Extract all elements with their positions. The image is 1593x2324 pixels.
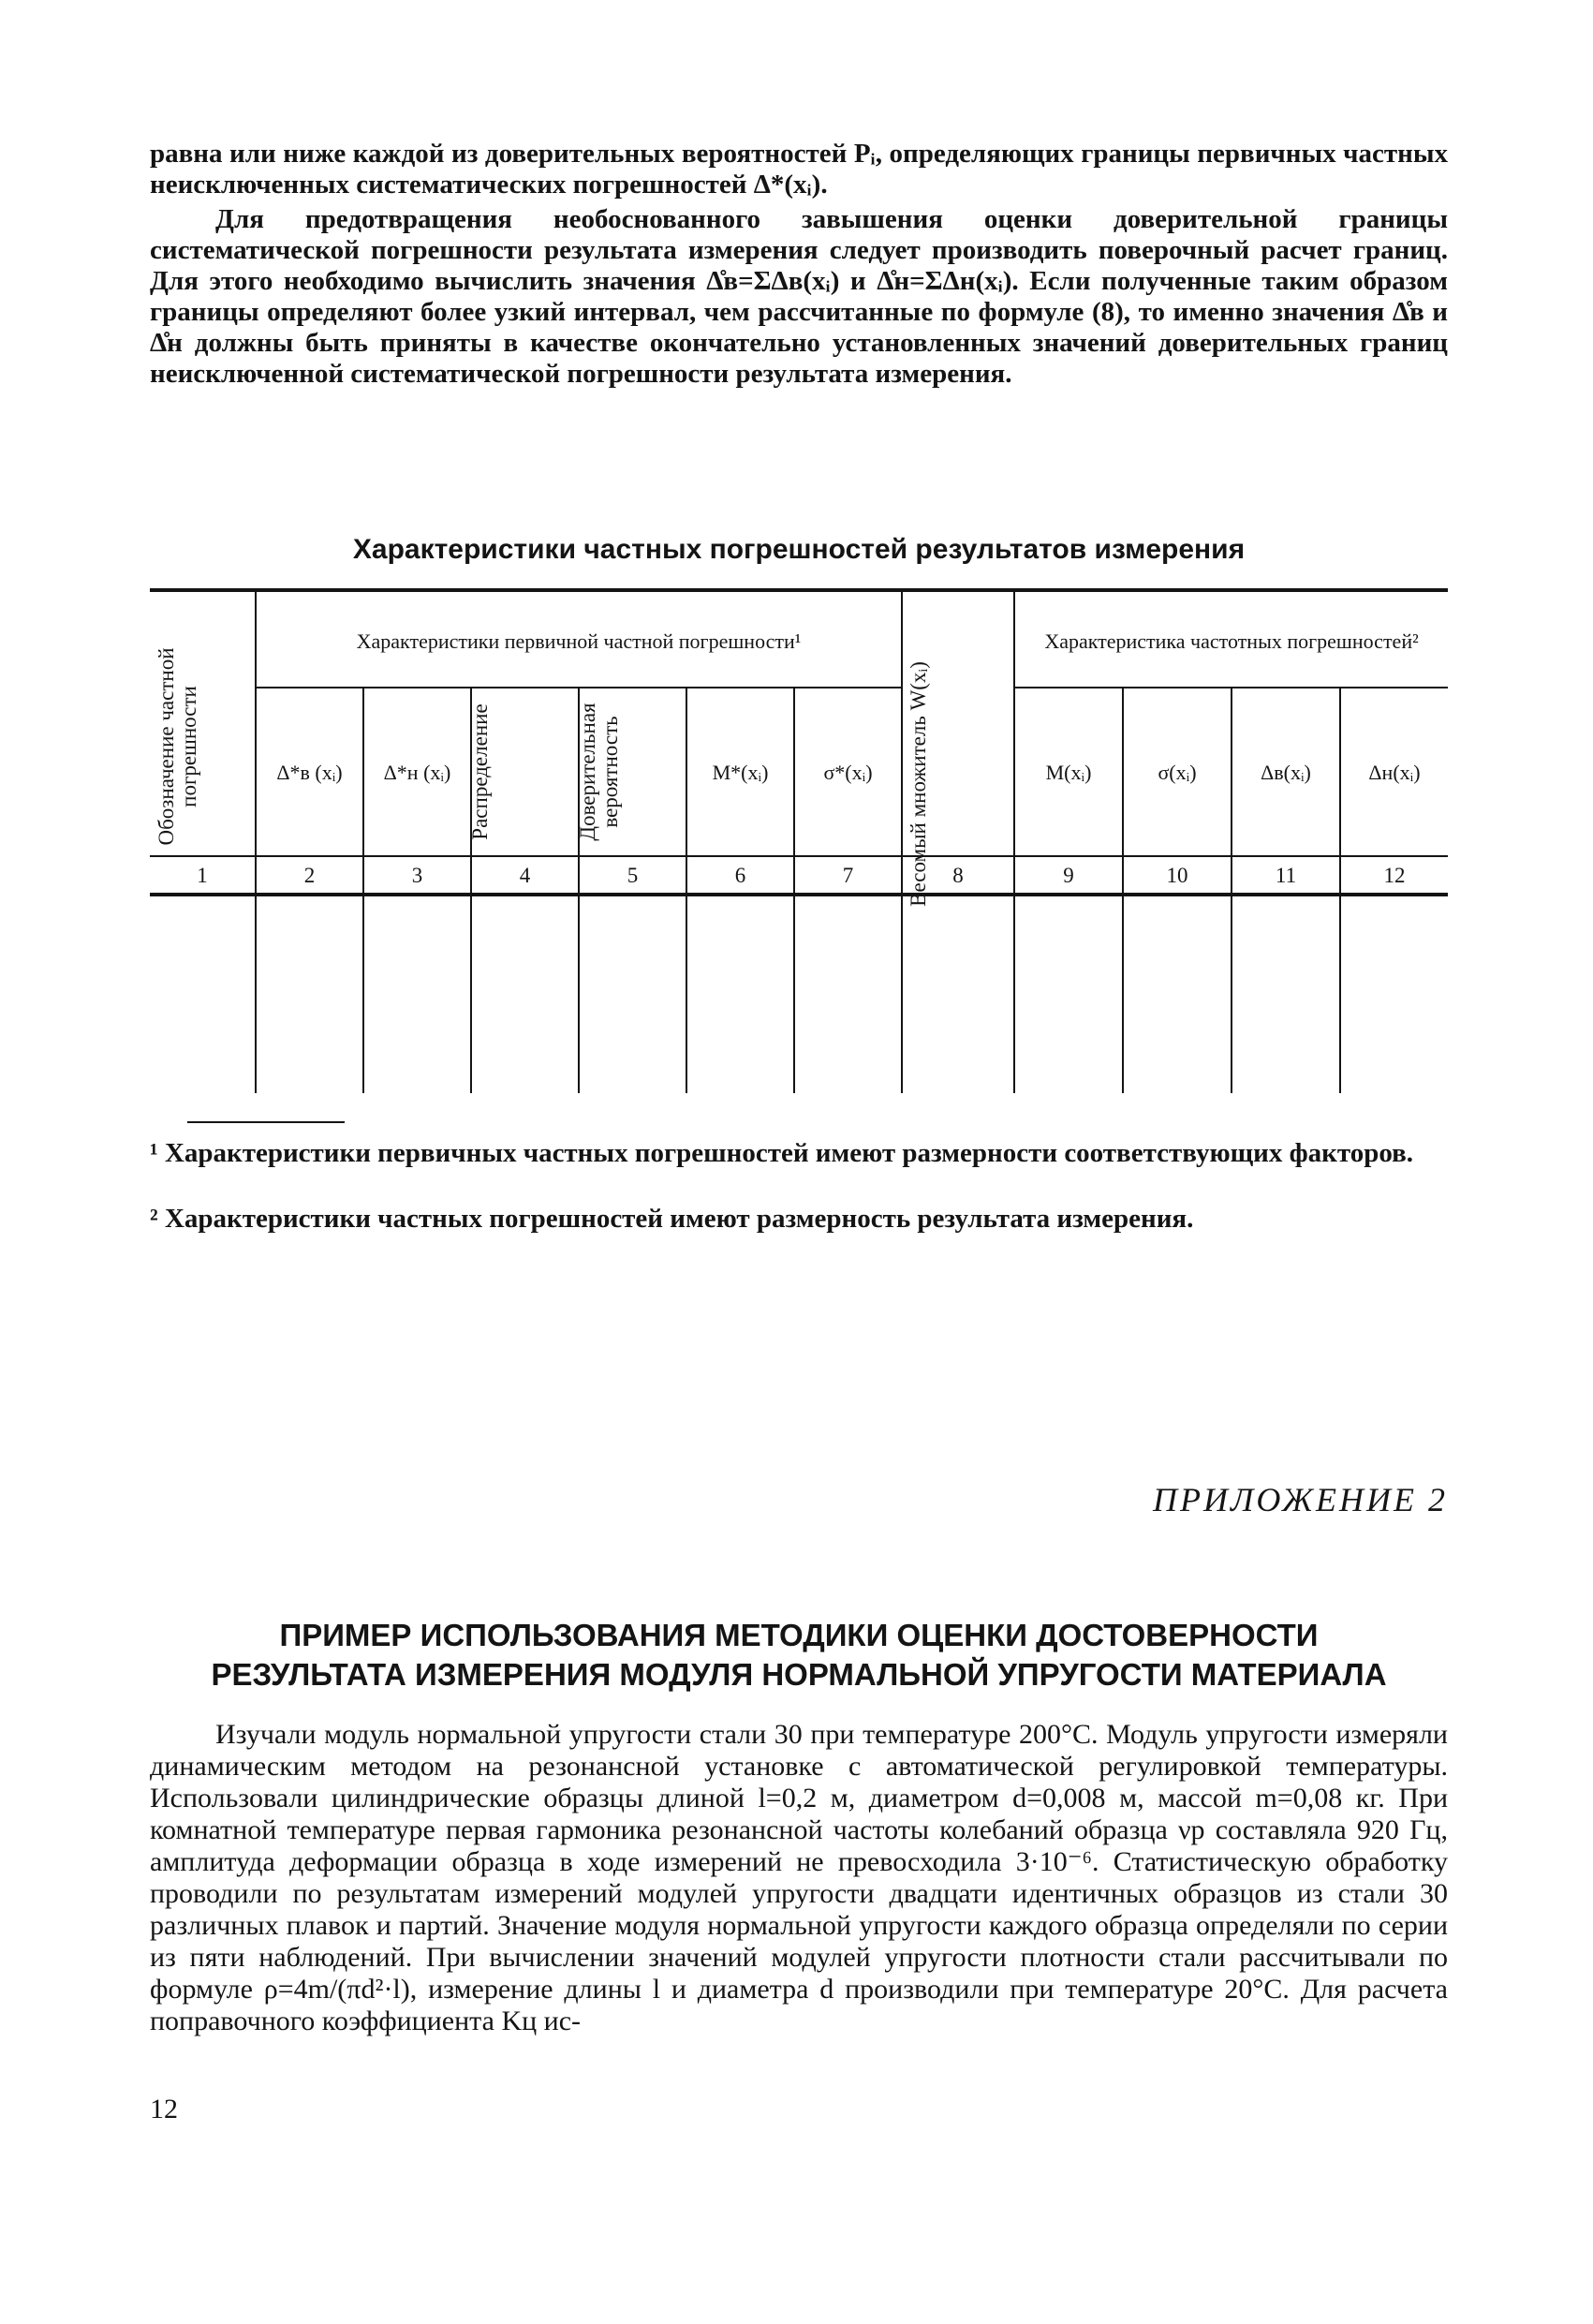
appendix-heading-line1: ПРИМЕР ИСПОЛЬЗОВАНИЯ МЕТОДИКИ ОЦЕНКИ ДОСТОВЕРНОСТИ <box>279 1618 1319 1652</box>
col-number: 4 <box>519 864 531 887</box>
appendix-body: Изучали модуль нормальной упругости стали 30 при температуре 200°С. Модуль упругости измеряли динамическим методом на резонансной установке с автоматической регулировкой температуры. Использовали цилиндрические образцы длиной l=0,2 м, диаметром d=0,008 м, массой m=0,08 кг. При комнатной температуре первая гармоника резонансной частоты колебаний образца νp составляла 920 Гц, амплитуда деформации образца в ходе измерений не превосходила 3·10⁻⁶. Статистическую обработку проводили по результатам измерений модулей упругости двадцати идентичных образцов из стали 30 различных плавок и партий. Значение модуля нормальной упругости каждого образца определяли по серии из пяти наблюдений. При вычислении значений модулей упругости плотности стали рассчитывали по формуле ρ=4m/(πd²·l), измерение длины l и диаметра d производили при температуре 20°С. Для расчета поправочного коэффициента Kц ис- <box>150 1719 1448 2036</box>
group1-header: Характеристики первичной частной погрешности¹ <box>356 629 802 653</box>
body-vrule-4 <box>578 896 580 1093</box>
body-vrule-3 <box>470 896 472 1093</box>
subheader-distribution: Распределение <box>468 703 492 840</box>
subheader-dl: Δн(xᵢ) <box>1368 761 1421 784</box>
appendix-heading-line2: РЕЗУЛЬТАТА ИЗМЕРЕНИЯ МОДУЛЯ НОРМАЛЬНОЙ УПРУГОСТИ МАТЕРИАЛА <box>211 1657 1387 1692</box>
col-number: 2 <box>303 864 316 887</box>
subheader-delta-lower: Δ*н (xᵢ) <box>383 761 451 784</box>
group2-header: Характеристика частотных погрешностей² <box>1044 629 1419 653</box>
subheader-mean: M*(xᵢ) <box>712 761 769 784</box>
footnote-1: ¹ Характеристики первичных частных погрешностей имеют размерности соответствующих факторов. <box>150 1138 1414 1168</box>
body-vrule-2 <box>362 896 364 1093</box>
body-vrule-11 <box>1339 896 1341 1093</box>
subheader-confidence: Доверительная вероятность <box>576 703 622 841</box>
subheader-du: Δв(xᵢ) <box>1261 761 1311 784</box>
page-number: 12 <box>150 2094 178 2124</box>
col-number: 12 <box>1383 864 1406 887</box>
footnote-rule <box>187 1121 345 1123</box>
col-number: 3 <box>411 864 423 887</box>
appendix-label: ПРИЛОЖЕНИЕ 2 <box>1153 1481 1448 1518</box>
subheader-s: σ(xᵢ) <box>1158 761 1197 784</box>
subheader-sigma: σ*(xᵢ) <box>823 761 873 784</box>
table-title: Характеристики частных погрешностей результатов измерения <box>352 534 1246 565</box>
col-designation-header: Обозначение частной погрешности <box>155 647 200 846</box>
subheader-m: M(xᵢ) <box>1045 761 1092 784</box>
intro-paragraph: равна или ниже каждой из доверительных вероятностей Pᵢ, определяющих границы первичных частных неисключенных систематических погрешностей Δ*(xᵢ). <box>150 139 1448 200</box>
col-number: 8 <box>952 864 964 887</box>
col-number: 7 <box>842 864 854 887</box>
col-number: 11 <box>1275 864 1297 887</box>
body-vrule-1 <box>255 896 257 1093</box>
col-number: 9 <box>1063 864 1074 887</box>
body-vrule-5 <box>686 896 687 1093</box>
col-number: 6 <box>734 864 746 887</box>
body-vrule-7 <box>901 896 903 1093</box>
verification-paragraph: Для предотвращения необоснованного завышения оценки доверительной границы систематической погрешности результата измерения следует производить поверочный расчет границ. Для этого необходимо вычислить значения Δ̊в=ΣΔв(xᵢ) и Δ̊н=ΣΔн(xᵢ). Если полученные таким образом границы определяют более узкий интервал, чем рассчитанные по формуле (8), то именно значения Δ̊в и Δ̊н должны быть приняты в качестве окончательно установленных значений доверительных границ неисключенной систематической погрешности результата измерения. <box>150 204 1448 389</box>
body-vrule-6 <box>793 896 795 1093</box>
footnote-2: ² Характеристики частных погрешностей имеют размерность результата измерения. <box>150 1204 1194 1234</box>
col-number: 5 <box>627 864 639 887</box>
body-vrule-8 <box>1013 896 1015 1093</box>
appendix-heading <box>150 1616 1448 1695</box>
col-weight-header: Весомый множитель W(xᵢ) <box>907 661 930 907</box>
body-vrule-10 <box>1231 896 1232 1093</box>
col-number: 10 <box>1166 864 1188 887</box>
col-number: 1 <box>197 864 208 887</box>
body-vrule-9 <box>1122 896 1124 1093</box>
table-top-rule <box>150 588 1448 592</box>
table-header-rule <box>150 855 1448 857</box>
subheader-delta-upper: Δ*в (xᵢ) <box>276 761 343 784</box>
table-numbers-rule <box>150 893 1448 896</box>
vrule-7 <box>901 592 903 895</box>
